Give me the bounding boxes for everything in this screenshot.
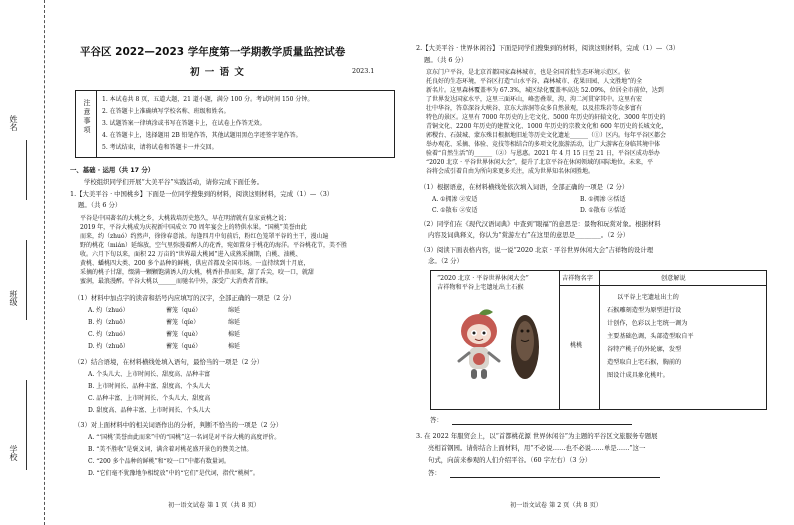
question-1-passage [80,214,347,286]
mascot-image-cell [431,271,560,409]
passage-line: 托良好的生态环境，平谷区打造“山水平谷、森林城市、花果田园、人文胜地”的全 [426,78,643,85]
option-row: A. 个头儿大、上市时间长、甜度高、品种丰富 [88,371,211,378]
mascot-name: 桃桃 [570,342,583,349]
notice-item: 1. 本试卷共 8 页，五道大题，21 道小题，满分 100 分。考试时间 150 分钟。 [102,96,314,103]
passage-line: 郭稷台、石鼓城、蒙东殊目根据地旧址等历史文化遗址______（①）区内。每年平谷区都会 [426,132,667,139]
answer-line-2-3 [452,424,632,425]
passage-line: 新名片。这里森林覆盖率为 67.3%，城区绿化覆盖率高达 52.09%，位居全市前位，达到 [426,87,664,94]
passage-line: 壮中华谷，答草深谷大峡谷、京东大溶洞等众多自然景观，以及挂珠岩等众多富有 [426,105,643,112]
sub-question-2-1: （1）根据语意，在材料横线处依次填入词语，全部正确的一项是（2 分） [420,183,629,191]
option-row: B. 上市时间长、品种丰富、甜度高、个头儿大 [88,383,211,390]
option-c: C. ①散布 ②安适 [432,207,478,214]
mascot-table [430,270,767,410]
school-label: 学校 [9,445,18,461]
passage-line: 谷将会成引着自由为所向来更多关注，成为世界知名休闲胜地。 [426,168,595,175]
sub-question-1-1: （1）材料中加点字的读音和括号内应填写的汉字，全部正确的一项是（2 分） [74,294,296,302]
question-3-cont-2: 句式，向前来参观的人们介绍平谷。（60 字左右）（3 分） [428,456,592,464]
page-footer-left: 初一语文试卷 第 1 页（共 8 页） [168,502,260,509]
sub-question-2-3-cont: 念。（2 分） [428,257,463,265]
notice-heading: 注意事项 [76,91,97,157]
passage-line: 2019 年，平谷大桃成为庆祝新中国成立 70 周年宴会上的特供水果。“国桃”美誉由此 [80,224,307,231]
notice-item: 5. 考试结束，请将试卷和答题卡一并交回。 [102,144,218,151]
passage-line: 特色的景区。这里有 7000 年历史的上宅文化、5000 年历史的轩辕文化、3000 年历史的 [426,114,666,121]
question-1-title: 1.【大美平谷 · 中国桃乡】下面是一位同学搜集到的材料，阅读这则材料，完成（1）—（3） [70,190,334,198]
question-2-passage [426,68,668,176]
option-row: C. 灼（zhuó） 蓄笼（què） 棉延 [88,331,241,338]
passage-line: 青铜文化、2200 年历史的建置文化、1000 年历史的宗教文化和 600 年历史的长城文化， [426,123,668,130]
sub-question-1-1-options [88,306,241,354]
option-a: A. ①拥渗 ②安适 [432,196,478,203]
question-2-title-cont: 题。（共 6 分） [424,56,468,64]
option-row: C. 品种丰富、上市时间长、个头儿大、甜度高 [88,395,211,402]
table-header-divider [559,285,766,286]
name-write-line [26,140,27,200]
option-row: D. “它们毫不犹豫地争相绽放”中的“它们”是代词，指代“桃树”。 [88,470,259,477]
section-intro: 学校组织同学们开展“大美平谷”实践活动，请你完成下面任务。 [84,178,264,186]
school-write-line [26,380,27,470]
answer-label-2-3: 答： [430,416,443,424]
question-1-title-cont: 题。（共 6 分） [78,201,122,209]
table-caption-cont: 吉祥物和平谷上宅遗址出土石猴 [437,284,524,291]
passage-line: 蜜润，最浪漫醉。平谷大桃以______而驰名中外，深受广大消费者青睐。 [80,278,273,285]
passage-line: 验着“自然生活”的______（②）与恩惠。2021 年 4 月 15 日至 21 日，平谷区成功举办 [426,150,660,157]
passage-line: 而来，约（zhuó）约然声，徐徐春意浓。每逢四月中旬前后，粉红色笼罩平谷的主干，漫山遍 [80,233,329,240]
column-header-name: 吉祥物名字 [562,275,593,282]
sub-question-1-3-options [88,433,280,481]
option-row: A. 灼（zhuó） 蓄笼（qué） 绵延 [88,307,241,314]
notice-item: 2. 在答题卡上准确填写学校名称、班级和姓名。 [102,108,230,115]
notice-box [75,90,395,158]
design-note: 以平谷上宅遗址出土的 石猴雕刻造型为原型进行设 计创作，色彩以上宅统一调为 主要基础色调，头部造型取自平 谷特产桃子的外轮廓，发型 造型取自上宅石猴，胸前的 图设计成具象化桃叶。 [607,294,694,379]
option-row: C. “200 多个品种的鲜桃”和“咬一口”中都有数量词。 [88,458,230,465]
sub-question-2-3: （3）阅读下面表格内容，说一说“2020 北京 · 平谷世界休闲大会”吉祥物的设计理 [420,246,654,254]
sub-question-1-3: （3）对上面材料中的相关词语作出的分析，判断不恰当的一项是（2 分） [74,421,283,429]
exam-date: 2023.1 [352,67,375,75]
section-heading: 一、基础 · 运用（共 17 分） [70,166,155,174]
table-caption: “2020 北京 · 平谷世界休闲大会” [437,275,529,282]
passage-line: 野的桃花（mián）延绵放，空气里弥漫着醉人的花香，宛如置身于桃花的海洋。平谷桃花节，美不胜 [80,242,348,249]
class-write-line [26,240,27,320]
sub-question-2-2: （2）同学们在《现代汉语词典》中查到“眼福”的意思是：景物和玩赏对象。根据材料 [420,220,661,228]
fold-line [44,0,45,525]
option-d: D. ①散布 ②恬适 [580,207,626,214]
exam-title: 平谷区 2022—2023 学年度第一学期教学质量监控试卷 [80,46,346,58]
notice-item: 3. 试题答案一律填涂或书写在答题卡上，在试卷上作答无效。 [102,120,266,127]
question-3: 3. 在 2022 年服贸会上，以“首都桃花源 世界休闲谷”为主题的平谷区文旅服务专题展 [416,432,658,440]
sub-question-1-2: （2）结合语境，在材料横线处填入语句，最恰当的一项是（2 分） [74,358,264,366]
column-header-idea: 创意解说 [661,275,686,282]
option-row: A. “‘国桃’美誉由此而来”中的“国桃”这一名词是对平谷大桃的高度评价。 [88,434,281,441]
name-label: 姓名 [9,115,18,131]
option-row: B. “美不胜收”是褒义词，满含着对桃花盛开景色的赞美之情。 [88,446,253,453]
passage-line: 收。六月下旬以来，面积 22 万亩的“世界最大桃园”进入成熟采摘期，白桃、油桃、 [80,251,302,258]
passage-line: “2020 北京 · 平谷世界休闲大会”，提升了北京平谷在休闲领域的国际地位。未来，平 [426,159,654,166]
question-2-title: 2.【大美平谷 · 世界休闲谷】下面是同学们搜集到的材料，阅读这则材料，完成（1）—（3） [416,44,680,52]
passage-line: 黄桃、蟠桃四大类、200 多个品种的鲜桃，供应首都及全国市场。一直持续到十月底， [80,260,310,267]
sub-question-1-2-options [88,370,210,418]
option-row: D. 甜度高、品种丰富、上市时间长、个头儿大 [88,407,211,414]
option-b: B. ①拥渗 ②恬适 [580,196,626,203]
passage-line: 了世界发达国家水平，这里三面环山，峰峦叠翠，泃、泃二河贯穿其中。这里有宏 [426,96,643,103]
passage-line: 采摘的桃子甘甜，缀满一颗颗饱满诱人的大桃，桃香扑鼻而来，甜了舌尖，咬一口，就甜 [80,269,315,276]
option-row: B. 灼（zhuō） 蓄笼（qíe） 绵延 [88,319,241,326]
passage-line: 平谷是中国著名的大桃之乡，大桃栽培历史悠久，早在明清就有皇家贡桃之说； [80,215,291,222]
option-row: D. 灼（zhuō） 蓄笼（qué） 棉延 [88,343,241,350]
mascot-name-cell [559,271,600,409]
class-label: 班级 [9,290,18,306]
page-footer-right: 初一语文试卷 第 2 页（共 8 页） [510,502,602,509]
binding-margin [0,0,60,525]
mascot-illustration [445,307,549,387]
subject-title: 初 一 语 文 [190,67,245,78]
passage-line: 京东门户平谷，是北京首都国家森林城市，也是全国首批生态环境示范区。依 [426,69,631,76]
question-3-cont: 亮相首钢园。请你结合上面材料，用“不必说……也不必说……单是……”这一 [428,444,646,452]
notice-item: 4. 在答题卡上，选择题用 2B 铅笔作答，其他试题用黑色字迹签字笔作答。 [102,132,302,139]
passage-line: 举办观花、采摘、体验、竞技等相结合的多项文化旅游活动，让广大游客在身临其境中体 [426,141,661,148]
answer-label-3: 答： [428,469,441,477]
sub-question-2-2-cont: 内容及词典释义，你认为“赏游左右”在这里的意思是________。（2 分） [428,231,630,239]
answer-line-3 [450,477,660,478]
